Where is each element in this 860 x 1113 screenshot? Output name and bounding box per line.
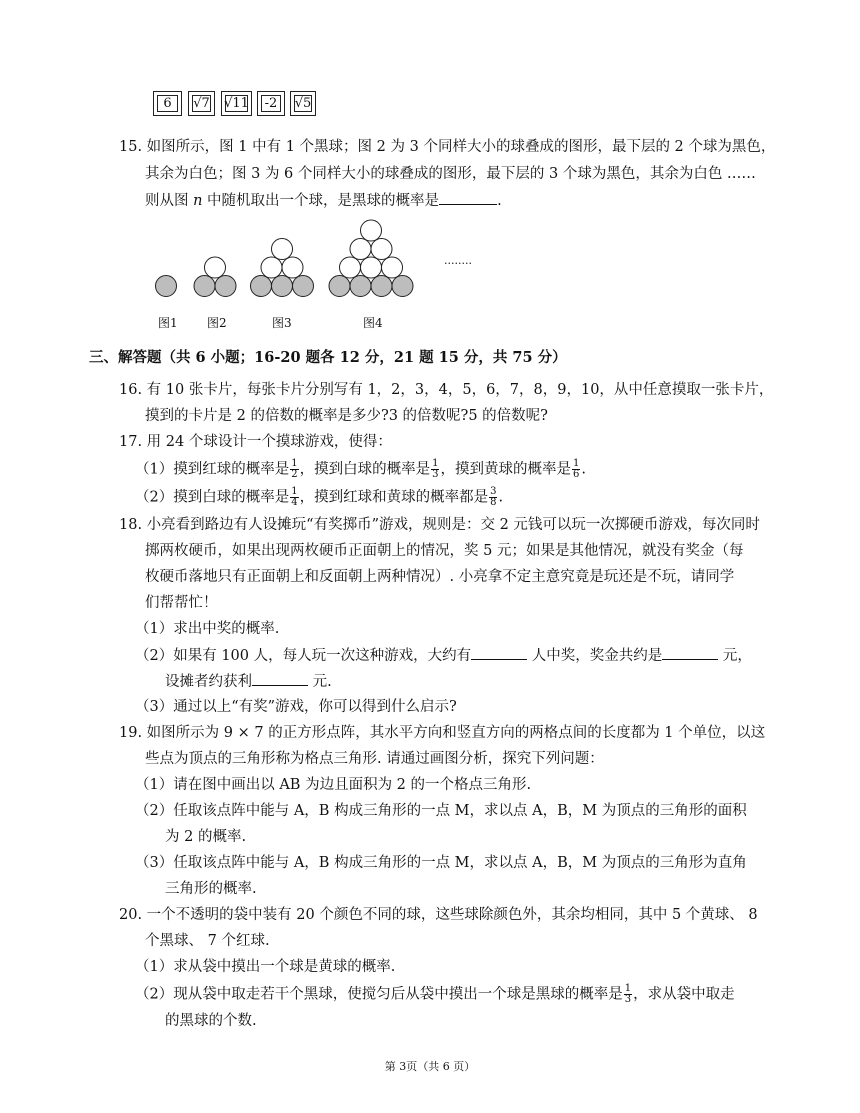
black-ball <box>272 276 293 297</box>
q18-winners-blank[interactable] <box>471 645 527 660</box>
section-3-heading: 三、解答题（共 6 小题；16-20 题各 12 分，21 题 15 分，共 75 分） <box>89 349 567 366</box>
fraction: $\frac{1}{3}$ <box>624 983 632 1005</box>
q18-line3: 枚硬币落地只有正面朝上和反面朝上两种情况）. 小亮拿不定主意究竟是玩还是不玩，请同学 <box>145 569 735 585</box>
q15-line1: 15. 如图所示，图 1 中有 1 个黑球；图 2 为 3 个同样大小的球叠成的图形，最下层的 2 个球为黑色， <box>119 139 776 155</box>
q18-part3: （3）通过以上“有奖”游戏，你可以得到什么启示? <box>135 699 457 715</box>
q19-part3-cont: 三角形的概率. <box>165 881 257 897</box>
black-ball <box>251 276 272 297</box>
q15-line2: 其余为白色；图 3 为 6 个同样大小的球叠成的图形，最下层的 3 个球为黑色，其余为白色 …… <box>145 166 756 182</box>
figure-label-3: 图3 <box>272 316 292 330</box>
card-minus2: -2 <box>257 91 285 116</box>
black-ball <box>350 276 371 297</box>
black-ball <box>156 276 177 297</box>
q18-prize-blank[interactable] <box>662 645 718 660</box>
white-ball <box>371 239 392 260</box>
q19-line2: 些点为顶点的三角形称为格点三角形. 请通过画图分析，探究下列问题： <box>145 751 604 767</box>
white-ball <box>272 239 293 260</box>
black-ball <box>329 276 350 297</box>
figure-ellipsis: ........ <box>444 254 472 267</box>
q15-answer-blank[interactable] <box>439 190 497 205</box>
black-ball <box>293 276 314 297</box>
q20-part1: （1）求从袋中摸出一个球是黄球的概率. <box>135 959 396 975</box>
fraction: $\frac{1}{3}$ <box>432 458 439 480</box>
fraction: $\frac{3}{8}$ <box>490 486 497 508</box>
q18-line4: 们帮帮忙！ <box>145 595 218 611</box>
q17-part1: （1）摸到红球的概率是 $\frac{1}{2}$ ，摸到白球的概率是 $\frac{1}{3}$ ，摸到黄球的概率是 $\frac{1}{6}$ . <box>135 458 586 480</box>
fraction: $\frac{1}{4}$ <box>291 486 298 508</box>
q18-line1: 18. 小亮看到路边有人设摊玩“有奖掷币”游戏，规则是：交 2 元钱可以玩一次掷硬币游戏，每次同时 <box>119 517 760 533</box>
white-ball <box>282 257 303 278</box>
white-ball <box>361 257 382 278</box>
page-footer: 第 3页（共 6 页） <box>384 1060 476 1073</box>
q18-part2: （2）如果有 100 人，每人玩一次这种游戏，大约有 人中奖，奖金共约是 元， <box>135 645 752 666</box>
card-6: 6 <box>153 91 182 116</box>
white-ball <box>382 257 403 278</box>
q18-line2: 掷两枚硬币，如果出现两枚硬币正面朝上的情况，奖 5 元；如果是其他情况，就没有奖金（每 <box>145 543 744 559</box>
black-ball <box>194 276 215 297</box>
q16-line1: 16. 有 10 张卡片，每张卡片分别写有 1，2，3，4，5，6，7，8，9，10，从中任意摸取一张卡片， <box>119 382 774 398</box>
q16-line2: 摸到的卡片是 2 的倍数的概率是多少?3 的倍数呢?5 的倍数呢? <box>145 408 548 424</box>
black-ball <box>215 276 236 297</box>
white-ball <box>361 220 382 241</box>
ball-stack-figure <box>140 210 500 335</box>
fraction: $\frac{1}{2}$ <box>291 458 298 480</box>
q20-part2: （2）现从袋中取走若干个黑球，使搅匀后从袋中摸出一个球是黑球的概率是 $\frac{1}{3}$ ，求从袋中取走 <box>135 983 735 1005</box>
q18-part2-cont: 设摊者约获利 元. <box>165 671 332 692</box>
figure-label-2: 图2 <box>207 316 227 330</box>
q19-part2: （2）任取该点阵中能与 A，B 构成三角形的一点 M，求以点 A，B，M 为顶点的三角形的面积 <box>135 803 747 819</box>
q17-line1: 17. 用 24 个球设计一个摸球游戏，使得： <box>119 434 392 450</box>
q19-part1: （1）请在图中画出以 AB 为边且面积为 2 的一个格点三角形. <box>135 777 532 793</box>
card-sqrt5: √5 <box>290 91 316 116</box>
q20-line1: 20. 一个不透明的袋中装有 20 个颜色不同的球，这些球除颜色外，其余均相同，其中 5 个黄球、 8 <box>119 907 758 923</box>
white-ball <box>350 239 371 260</box>
q19-part2-cont: 为 2 的概率. <box>165 829 247 845</box>
figure-label-4: 图4 <box>363 316 383 330</box>
q15-line3: 则从图 n 中随机取出一个球，是黑球的概率是 . <box>145 190 502 211</box>
q17-part2: （2）摸到白球的概率是 $\frac{1}{4}$ ，摸到红球和黄球的概率都是 $\frac{3}{8}$ . <box>135 486 504 508</box>
q19-line1: 19. 如图所示为 9 × 7 的正方形点阵，其水平方向和竖直方向的两格点间的长度都为 1 个单位，以这 <box>119 725 766 741</box>
white-ball <box>261 257 282 278</box>
white-ball <box>205 257 226 278</box>
q18-part1: （1）求出中奖的概率. <box>135 621 280 637</box>
q20-part2-cont: 的黑球的个数. <box>165 1013 257 1029</box>
card-sqrt7: √7 <box>188 91 215 116</box>
white-ball <box>340 257 361 278</box>
card-sqrt11: √11 <box>221 91 252 116</box>
q19-part3: （3）任取该点阵中能与 A，B 构成三角形的一点 M，求以点 A，B，M 为顶点的三角形为直角 <box>135 855 747 871</box>
black-ball <box>371 276 392 297</box>
q20-line2: 个黑球、 7 个红球. <box>145 933 270 949</box>
black-ball <box>392 276 413 297</box>
q18-profit-blank[interactable] <box>252 671 308 686</box>
figure-label-1: 图1 <box>158 316 178 330</box>
fraction: $\frac{1}{6}$ <box>572 458 580 480</box>
